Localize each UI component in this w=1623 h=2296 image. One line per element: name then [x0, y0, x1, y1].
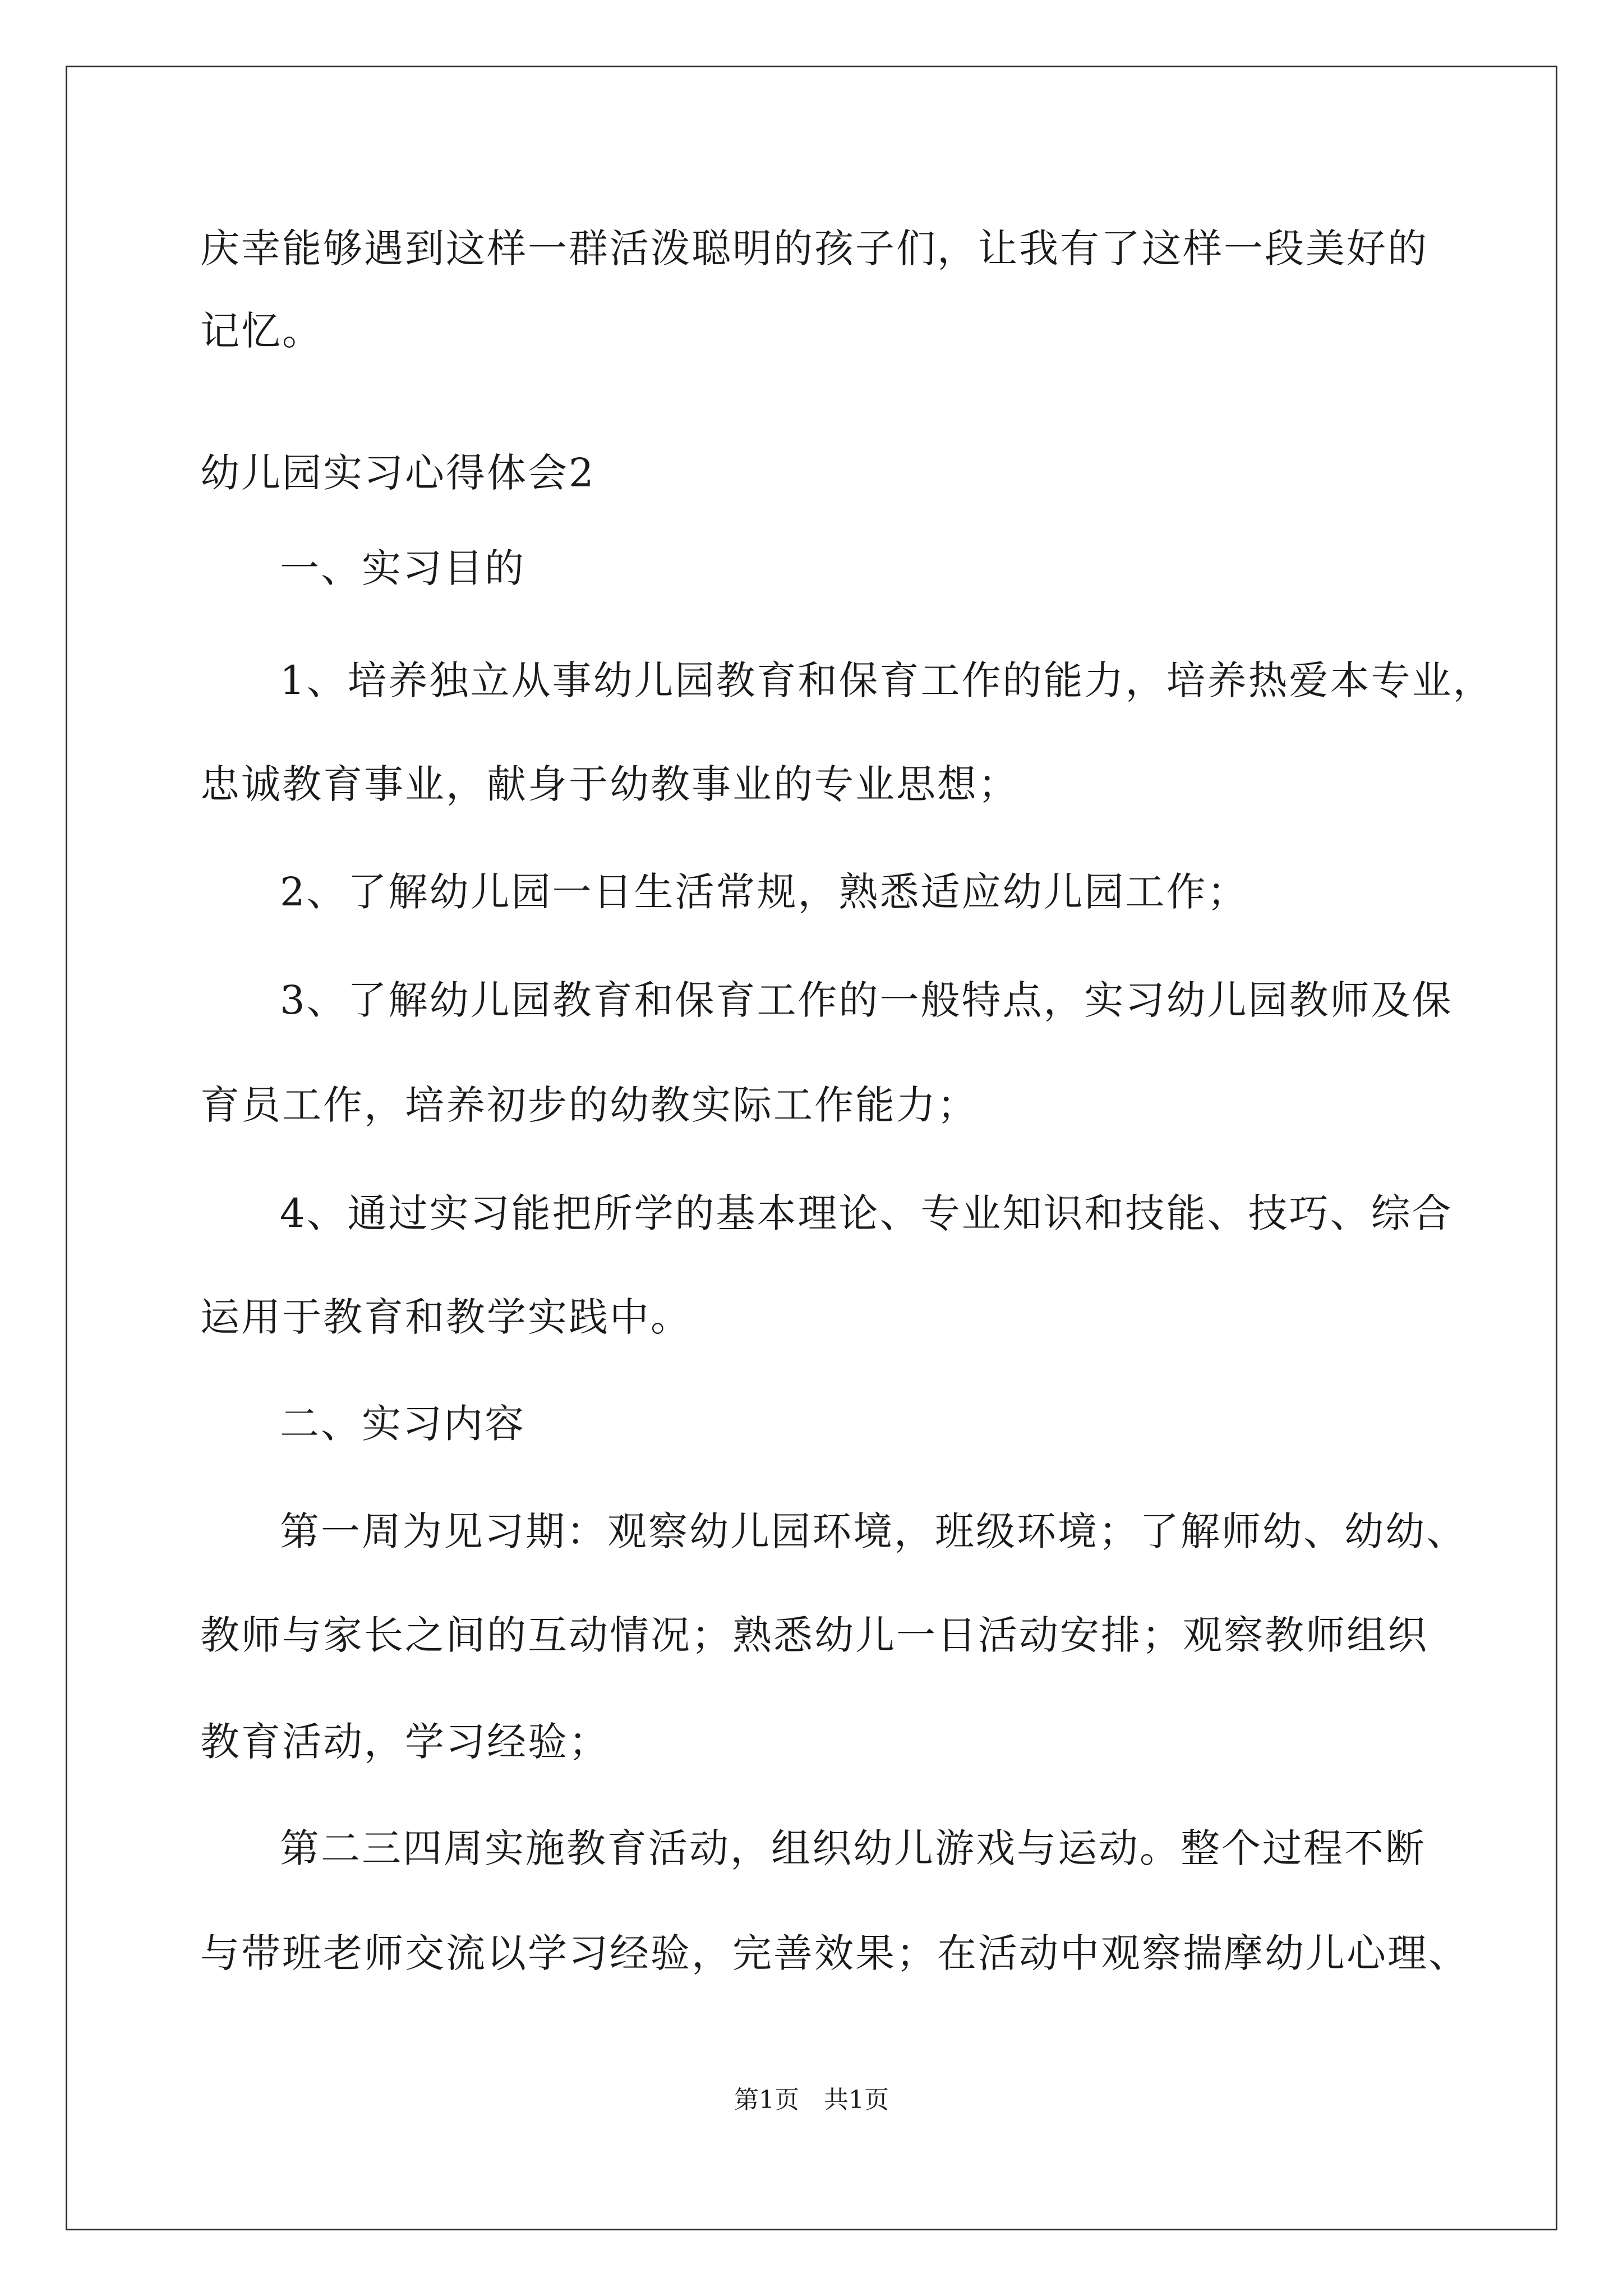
- text-line: 忠诚教育事业，献身于幼教事业的专业思想；: [200, 761, 1019, 807]
- section-heading: 二、实习内容: [280, 1401, 525, 1447]
- text-line: 运用于教育和教学实践中。: [200, 1294, 691, 1340]
- text-line: 与带班老师交流以学习经验，完善效果；在活动中观察揣摩幼儿心理、: [200, 1930, 1469, 1976]
- text-line: 第二三四周实施教育活动，组织幼儿游戏与运动。整个过程不断: [280, 1825, 1426, 1871]
- text-line: 教育活动，学习经验；: [200, 1719, 610, 1765]
- text-line: 育员工作，培养初步的幼教实际工作能力；: [200, 1082, 978, 1128]
- section-heading: 一、实习目的: [280, 545, 525, 591]
- text-line: 1、培养独立从事幼儿园教育和保育工作的能力，培养热爱本专业，: [280, 657, 1494, 703]
- page-total: 共1页: [824, 2086, 889, 2114]
- page-footer: [0, 2083, 1623, 2117]
- text-line: 记忆。: [200, 308, 323, 354]
- page-number: 第1页: [734, 2086, 799, 2114]
- text-line: 教师与家长之间的互动情况；熟悉幼儿一日活动安排；观察教师组织: [200, 1612, 1428, 1658]
- text-line: 3、了解幼儿园教育和保育工作的一般特点，实习幼儿园教师及保: [280, 977, 1453, 1023]
- text-line: 庆幸能够遇到这样一群活泼聪明的孩子们，让我有了这样一段美好的: [200, 226, 1428, 272]
- text-line: 第一周为见习期：观察幼儿园环境，班级环境；了解师幼、幼幼、: [280, 1508, 1467, 1554]
- page-border: [66, 66, 1557, 2230]
- text-line: 2、了解幼儿园一日生活常规，熟悉适应幼儿园工作；: [280, 869, 1248, 915]
- section-title: 幼儿园实习心得体会2: [200, 450, 596, 496]
- text-line: 4、通过实习能把所学的基本理论、专业知识和技能、技巧、综合: [280, 1190, 1453, 1236]
